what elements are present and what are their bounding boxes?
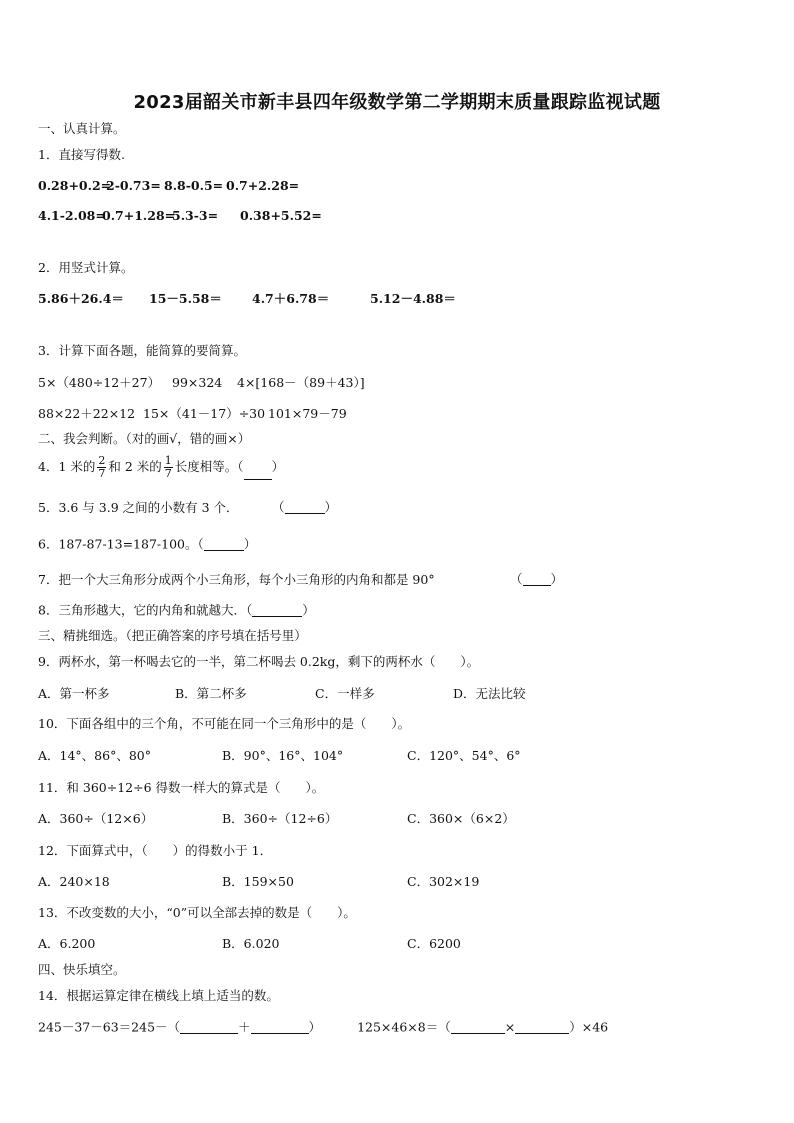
answer-blank[interactable]: [285, 501, 325, 514]
question-7: [38, 573, 563, 586]
answer-blank[interactable]: [204, 538, 244, 551]
expression: 0.28+0.2=: [38, 178, 112, 193]
expression: 4×[168－（89＋43）]: [237, 375, 365, 390]
expression: 4.1-2.08=: [38, 208, 106, 223]
bracket: ）: [302, 602, 315, 618]
section-1-heading: 一、认真计算。: [38, 121, 126, 136]
question-text: 4．1 米的: [38, 459, 96, 475]
question-5: [38, 501, 337, 514]
option-a[interactable]: A．第一杯多: [38, 686, 110, 701]
bracket: （: [510, 571, 523, 587]
expression: 5.3-3=: [172, 208, 219, 223]
bracket: ）: [550, 571, 564, 587]
option-c[interactable]: C．6200: [407, 936, 461, 951]
option-b[interactable]: B．159×50: [222, 874, 294, 889]
expression: 4.7＋6.78＝: [252, 291, 330, 306]
equation-text: ）×46: [569, 1019, 609, 1035]
question-11-text: 11．和 360÷12÷6 得数一样大的算式是（ ）。: [38, 780, 325, 795]
option-a[interactable]: A．14°、86°、80°: [38, 748, 151, 763]
option-c[interactable]: C．120°、54°、6°: [407, 748, 521, 763]
question-10-options: [38, 750, 521, 763]
question-13-text: 13．不改变数的大小，“0”可以全部去掉的数是（ ）。: [38, 905, 356, 920]
equation-text: ）: [308, 1019, 322, 1035]
option-c[interactable]: C．302×19: [407, 874, 480, 889]
fraction-denominator: 7: [164, 467, 172, 481]
question-text: 长度相等。（: [174, 459, 244, 475]
option-b[interactable]: B．第二杯多: [175, 686, 247, 701]
answer-blank[interactable]: [515, 1021, 569, 1034]
question-14-label: 14．根据运算定律在横线上填上适当的数。: [38, 988, 279, 1003]
option-b[interactable]: B．360÷（12÷6）: [222, 811, 338, 826]
option-a[interactable]: A．360÷（12×6）: [38, 811, 154, 826]
option-d[interactable]: D．无法比较: [453, 686, 526, 701]
expression: 99×324: [172, 375, 223, 390]
question-6: [38, 538, 256, 551]
expression: 2-0.73=: [106, 178, 161, 193]
expression: 15×（41－17）÷30: [143, 406, 266, 421]
question-3-label: 3．计算下面各题，能简算的要简算。: [38, 343, 246, 358]
answer-blank[interactable]: [523, 573, 551, 586]
option-a[interactable]: A．6.200: [38, 936, 96, 951]
question-3-row-2: [38, 408, 347, 421]
question-1-row-1: [38, 180, 299, 193]
question-14-equations: [38, 1021, 608, 1034]
fraction: [164, 455, 173, 480]
question-12-text: 12．下面算式中，（ ）的得数小于 1．: [38, 843, 273, 858]
bracket: ）: [324, 499, 338, 515]
answer-blank[interactable]: [180, 1021, 238, 1034]
answer-blank[interactable]: [244, 467, 272, 480]
question-9-options: [38, 688, 526, 701]
option-c[interactable]: C．一样多: [315, 686, 375, 701]
question-13-options: [38, 938, 461, 951]
page-title: 2023届韶关市新丰县四年级数学第二学期期末质量跟踪监视试题: [133, 92, 661, 113]
question-1-label: 1．直接写得数.: [38, 147, 125, 162]
bracket: ）: [243, 536, 257, 552]
section-2-heading: 二、我会判断。（对的画√，错的画×）: [38, 431, 251, 446]
expression: 8.8-0.5=: [164, 178, 224, 193]
expression: 101×79－79: [268, 406, 347, 421]
expression: 0.7+1.28=: [102, 208, 176, 223]
question-2-label: 2．用竖式计算。: [38, 260, 134, 275]
equation-text: ＋: [238, 1019, 251, 1035]
question-11-options: [38, 813, 515, 826]
equation-text: ×: [504, 1019, 516, 1035]
question-1-row-2: [38, 210, 322, 223]
option-b[interactable]: B．90°、16°、104°: [222, 748, 344, 763]
question-12-options: [38, 876, 479, 889]
question-4: [38, 455, 284, 480]
fraction-numerator: 1: [164, 454, 172, 467]
question-8: [38, 604, 315, 617]
expression: 5×（480÷12＋27）: [38, 375, 161, 390]
section-4-heading: 四、快乐填空。: [38, 962, 126, 977]
answer-blank[interactable]: [451, 1021, 505, 1034]
equation-text: 245－37－63＝245－（: [38, 1019, 181, 1035]
expression: 5.12－4.88＝: [370, 291, 456, 306]
section-3-heading: 三、精挑细选。（把正确答案的序号填在括号里）: [38, 628, 307, 643]
option-c[interactable]: C．360×（6×2）: [407, 811, 515, 826]
fraction: [97, 455, 106, 480]
expression: 5.86＋26.4＝: [38, 291, 124, 306]
expression: 15－5.58＝: [149, 291, 222, 306]
expression: 0.38+5.52=: [240, 208, 322, 223]
question-2-row: [38, 293, 456, 306]
question-text: 和 2 米的: [108, 459, 162, 475]
fraction-numerator: 2: [98, 454, 106, 467]
question-text: 8．三角形越大，它的内角和就越大．（: [38, 602, 253, 618]
question-3-row-1: [38, 377, 365, 390]
option-a[interactable]: A．240×18: [38, 874, 110, 889]
question-text: 6．187-87-13=187-100。（: [38, 536, 204, 552]
question-text: 5．3.6 与 3.9 之间的小数有 3 个．: [38, 499, 239, 515]
question-9-text: 9．两杯水，第一杯喝去它的一半，第二杯喝去 0.2kg，剩下的两杯水（ ）。: [38, 654, 480, 669]
expression: 0.7+2.28=: [226, 178, 300, 193]
question-text: 7．把一个大三角形分成两个小三角形，每个小三角形的内角和都是 90°: [38, 571, 435, 587]
answer-blank[interactable]: [252, 604, 302, 617]
bracket: （: [272, 499, 285, 515]
question-text: ）: [271, 459, 285, 475]
expression: 88×22＋22×12: [38, 406, 136, 421]
question-10-text: 10．下面各组中的三个角，不可能在同一个三角形中的是（ ）。: [38, 716, 411, 731]
option-b[interactable]: B．6.020: [222, 936, 280, 951]
equation-text: 125×46×8＝（: [357, 1019, 451, 1035]
answer-blank[interactable]: [251, 1021, 309, 1034]
fraction-denominator: 7: [98, 467, 106, 481]
